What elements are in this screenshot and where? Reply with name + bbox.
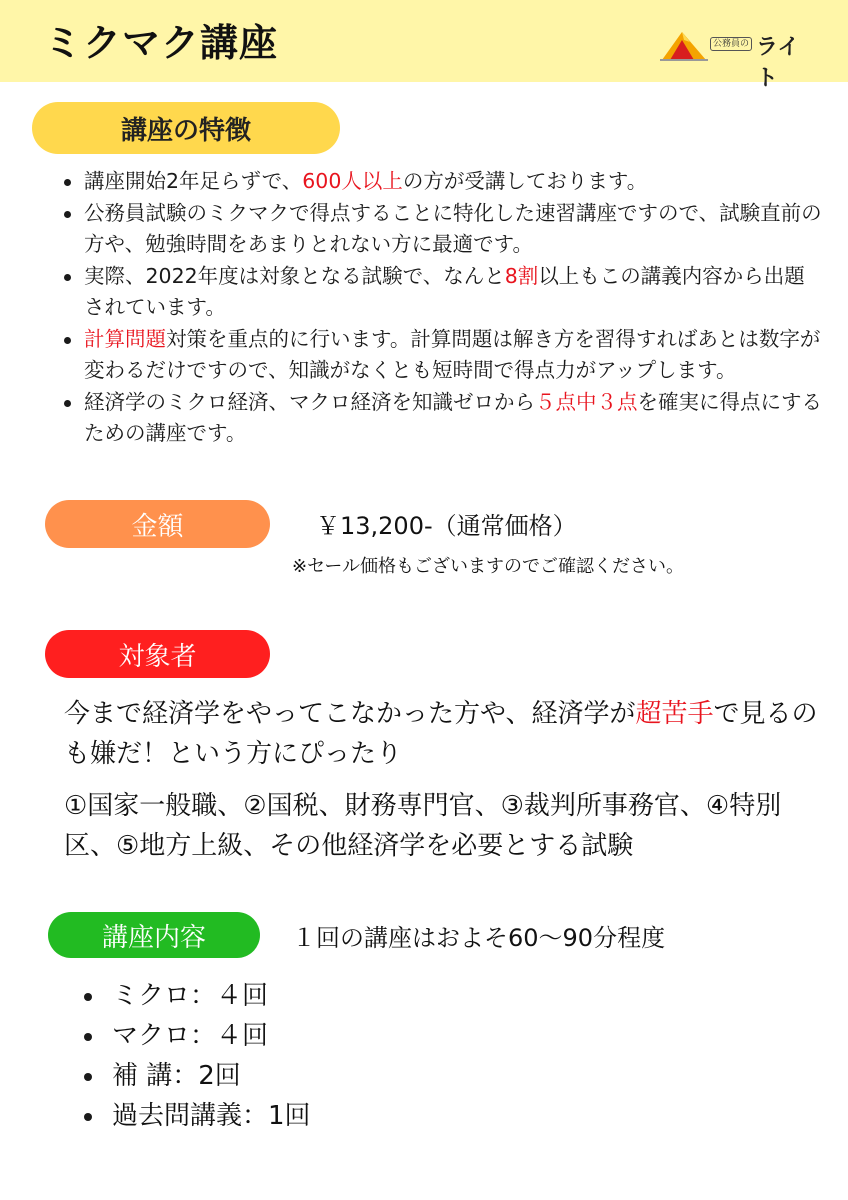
feature-highlight: 計算問題	[84, 326, 166, 351]
feature-item	[64, 198, 824, 261]
content-heading: 講座内容	[48, 912, 260, 958]
page-title: ミクマク講座	[44, 21, 279, 65]
feature-highlight: ５点中３点	[535, 389, 638, 414]
course-text: 過去問講義：1回	[112, 1101, 311, 1131]
bullet-icon	[64, 274, 71, 281]
content-note: １回の講座はおよそ60〜90分程度	[292, 924, 666, 952]
course-text: マクロ：４回	[112, 1021, 269, 1051]
logo-subtext: 公務員の	[710, 37, 752, 51]
bullet-icon	[84, 1033, 92, 1041]
course-list	[84, 976, 311, 1136]
feature-highlight: 8割	[504, 263, 539, 288]
bullet-icon	[64, 400, 71, 407]
feature-text: 公務員試験のミクマクで得点することに特化した速習講座ですので、試験直前の方や、勉強時間をあまりとれない方に最適です。	[84, 200, 822, 256]
feature-item	[64, 166, 824, 198]
bullet-icon	[64, 211, 71, 218]
feature-text: 講座開始2年足らずで、	[84, 169, 303, 193]
target-text: で見るのも嫌だ！という方にぴったり	[64, 699, 818, 769]
price-value: ￥13,200-（通常価格）	[316, 512, 577, 540]
feature-text: 経済学のミクロ経済、マクロ経済を知識ゼロから	[84, 389, 535, 414]
feature-item	[64, 387, 824, 450]
course-item	[84, 976, 311, 1016]
bullet-icon	[84, 1073, 92, 1081]
course-item	[84, 1056, 311, 1096]
course-text: 補 講：2回	[112, 1061, 241, 1091]
feature-highlight: 600人以上	[302, 169, 403, 193]
feature-text: 以上もこの講義内容から出題されています。	[84, 263, 805, 319]
bullet-icon	[64, 179, 71, 186]
target-exams: ①国家一般職、②国税、財務専門官、③裁判所事務官、④特別区、⑤地方上級、その他経済学を必要とする試験	[64, 791, 782, 861]
mountain-logo-icon	[660, 26, 708, 62]
feature-text: 対策を重点的に行います。計算問題は解き方を習得すればあとは数字が変わるだけですので、知識がなくとも短時間で得点力がアップします。	[84, 326, 821, 382]
bullet-icon	[64, 337, 71, 344]
price-heading: 金額	[45, 500, 270, 548]
target-text: 今まで経済学をやってこなかった方や、経済学が	[64, 699, 636, 729]
feature-text: を確実に得点にするための講座です。	[84, 389, 822, 445]
bullet-icon	[84, 1113, 92, 1121]
target-heading: 対象者	[45, 630, 270, 678]
feature-item	[64, 261, 824, 324]
feature-text: の方が受講しております。	[402, 169, 648, 193]
course-item	[84, 1016, 311, 1056]
logo-text: ライト	[756, 35, 800, 91]
header-band	[0, 0, 848, 91]
course-text: ミクロ：４回	[112, 981, 269, 1011]
feature-text: 実際、2022年度は対象となる試験で、なんと	[84, 263, 505, 288]
features-heading: 講座の特徴	[32, 102, 340, 154]
price-note: ※セール価格もございますのでご確認ください。	[292, 556, 684, 577]
features-list	[64, 166, 824, 450]
course-item	[84, 1096, 311, 1136]
feature-item	[64, 324, 824, 387]
bullet-icon	[84, 993, 92, 1001]
target-highlight: 超苦手	[635, 699, 714, 729]
brand-logo	[660, 26, 820, 91]
target-description	[64, 694, 824, 774]
